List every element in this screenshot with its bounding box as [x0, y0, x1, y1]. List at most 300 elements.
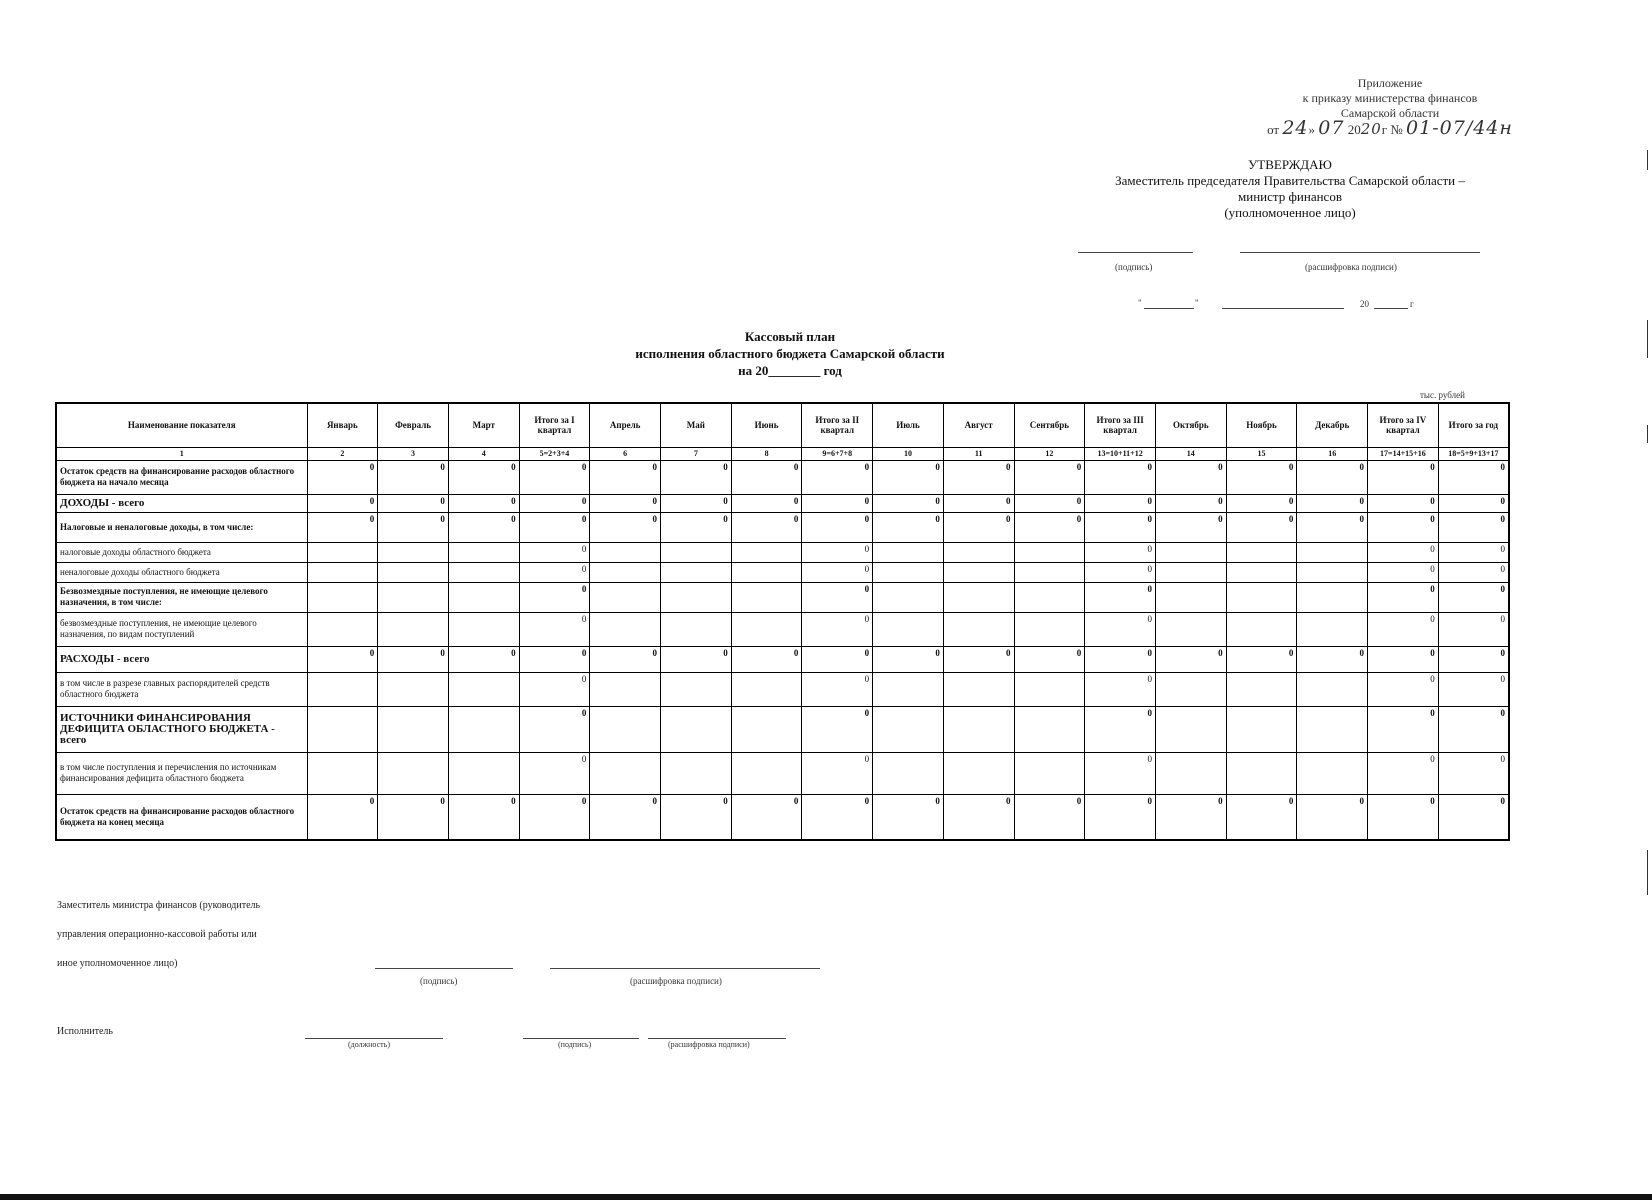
- executor-position-label: (должность): [348, 1040, 390, 1049]
- cell-value: 0: [1085, 672, 1156, 706]
- cell-value: [590, 582, 661, 612]
- approve-decode-line: [1240, 252, 1480, 253]
- cell-value: 0: [590, 512, 661, 542]
- header-col-10: Июль: [873, 403, 944, 447]
- footer-decode-label: (расшифровка подписи): [630, 976, 722, 986]
- cell-value: 0: [1085, 752, 1156, 794]
- cell-value: 0: [1368, 752, 1439, 794]
- cell-value: 0: [1438, 646, 1509, 672]
- cell-value: 0: [307, 494, 378, 512]
- cell-value: [1014, 582, 1085, 612]
- approve-sign-label: (подпись): [1115, 262, 1153, 272]
- cell-value: [590, 542, 661, 562]
- executor-decode-label: (расшифровка подписи): [668, 1040, 750, 1049]
- column-number: 1: [56, 447, 307, 460]
- cell-value: 0: [802, 542, 873, 562]
- cell-value: 0: [1226, 512, 1297, 542]
- cell-value: 0: [1155, 512, 1226, 542]
- cell-value: [590, 612, 661, 646]
- cell-value: 0: [1226, 494, 1297, 512]
- cell-value: [378, 612, 449, 646]
- header-col-18: Итого за год: [1438, 403, 1509, 447]
- scan-edge-mark: [1647, 425, 1648, 443]
- row-label: Остаток средств на финансирование расходов областного бюджета на начало месяца: [56, 460, 307, 494]
- header-col-4: Март: [448, 403, 519, 447]
- cell-value: 0: [448, 794, 519, 840]
- number-prefix: г №: [1381, 122, 1403, 137]
- cell-value: 0: [1297, 794, 1368, 840]
- cell-value: [943, 542, 1014, 562]
- header-col-17: Итого за IV квартал: [1368, 403, 1439, 447]
- column-number: 14: [1155, 447, 1226, 460]
- cell-value: [943, 562, 1014, 582]
- header-col-13: Итого за III квартал: [1085, 403, 1156, 447]
- cell-value: 0: [590, 460, 661, 494]
- cell-value: 0: [943, 512, 1014, 542]
- cell-value: [1155, 612, 1226, 646]
- cell-value: 0: [1438, 794, 1509, 840]
- cell-value: 0: [802, 582, 873, 612]
- cell-value: 0: [519, 706, 590, 752]
- footer-deputy-line-3: иное уполномоченное лицо): [57, 958, 178, 969]
- cell-value: [307, 752, 378, 794]
- cell-value: 0: [802, 672, 873, 706]
- cell-value: 0: [661, 794, 732, 840]
- table-row: [56, 794, 1509, 840]
- title-line-1: Кассовый план: [744, 329, 836, 344]
- cell-value: 0: [1226, 794, 1297, 840]
- cell-value: [378, 706, 449, 752]
- cell-value: 0: [873, 460, 944, 494]
- cell-value: 0: [519, 752, 590, 794]
- cell-value: [1014, 752, 1085, 794]
- cell-value: [448, 562, 519, 582]
- cell-value: 0: [943, 494, 1014, 512]
- cell-value: [1155, 752, 1226, 794]
- approve-line-2: министр финансов: [1238, 189, 1342, 204]
- cell-value: [1014, 542, 1085, 562]
- cell-value: 0: [1014, 460, 1085, 494]
- cell-value: 0: [1438, 672, 1509, 706]
- cell-value: 0: [1438, 706, 1509, 752]
- cell-value: 0: [1085, 512, 1156, 542]
- cell-value: 0: [307, 794, 378, 840]
- cell-value: 0: [1368, 542, 1439, 562]
- column-number: 4: [448, 447, 519, 460]
- column-number: 5=2+3+4: [519, 447, 590, 460]
- header-col-14: Октябрь: [1155, 403, 1226, 447]
- cell-value: [448, 582, 519, 612]
- cell-value: 0: [590, 646, 661, 672]
- header-col-9: Итого за II квартал: [802, 403, 873, 447]
- cell-value: [448, 752, 519, 794]
- cell-value: [307, 706, 378, 752]
- cell-value: [661, 582, 732, 612]
- cell-value: 0: [661, 494, 732, 512]
- approve-heading: УТВЕРЖДАЮ: [1248, 157, 1332, 172]
- title-line-3: на 20________ год: [738, 363, 842, 378]
- appendix-block: [1230, 76, 1550, 137]
- cell-value: 0: [873, 512, 944, 542]
- cell-value: 0: [1014, 494, 1085, 512]
- header-col-16: Декабрь: [1297, 403, 1368, 447]
- cell-value: [731, 542, 802, 562]
- column-number: 2: [307, 447, 378, 460]
- cell-value: 0: [1085, 646, 1156, 672]
- cell-value: [1297, 612, 1368, 646]
- cell-value: 0: [1085, 494, 1156, 512]
- column-number: 16: [1297, 447, 1368, 460]
- header-col-3: Февраль: [378, 403, 449, 447]
- cell-value: 0: [378, 512, 449, 542]
- table-row: [56, 672, 1509, 706]
- cell-value: 0: [1368, 582, 1439, 612]
- cell-value: 0: [1438, 752, 1509, 794]
- cell-value: 0: [1155, 460, 1226, 494]
- row-label: ДОХОДЫ - всего: [56, 494, 307, 512]
- cell-value: [873, 672, 944, 706]
- cell-value: 0: [1226, 646, 1297, 672]
- footer-executor: Исполнитель: [57, 1026, 113, 1037]
- cell-value: [1155, 542, 1226, 562]
- cell-value: 0: [661, 646, 732, 672]
- cell-value: 0: [519, 672, 590, 706]
- cell-value: [590, 672, 661, 706]
- cell-value: 0: [307, 646, 378, 672]
- header-col-15: Ноябрь: [1226, 403, 1297, 447]
- cell-value: [1226, 562, 1297, 582]
- cell-value: 0: [802, 562, 873, 582]
- handwritten-year: 20: [1360, 120, 1382, 138]
- cell-value: 0: [1368, 562, 1439, 582]
- cell-value: 0: [1155, 794, 1226, 840]
- header-col-7: Май: [661, 403, 732, 447]
- cell-value: [590, 752, 661, 794]
- cell-value: [1155, 582, 1226, 612]
- cell-value: 0: [519, 794, 590, 840]
- cell-value: 0: [1368, 794, 1439, 840]
- table-row: [56, 542, 1509, 562]
- cell-value: 0: [802, 612, 873, 646]
- cell-value: 0: [802, 794, 873, 840]
- cell-value: [873, 612, 944, 646]
- column-number: 7: [661, 447, 732, 460]
- cell-value: [1226, 752, 1297, 794]
- handwritten-day: 24: [1282, 117, 1309, 139]
- cell-value: 0: [1297, 512, 1368, 542]
- row-label: Налоговые и неналоговые доходы, в том числе:: [56, 512, 307, 542]
- cell-value: 0: [519, 494, 590, 512]
- appendix-line-3: Самарской области: [1340, 106, 1440, 120]
- cell-value: [943, 752, 1014, 794]
- cell-value: 0: [731, 512, 802, 542]
- cell-value: 0: [1438, 582, 1509, 612]
- cell-value: 0: [661, 512, 732, 542]
- cell-value: [943, 706, 1014, 752]
- cell-value: [307, 582, 378, 612]
- cell-value: [1297, 562, 1368, 582]
- cell-value: 0: [378, 460, 449, 494]
- units-label: тыс. рублей: [1420, 390, 1465, 400]
- cell-value: 0: [590, 794, 661, 840]
- handwritten-month: 07: [1318, 117, 1345, 139]
- cell-value: 0: [1438, 612, 1509, 646]
- cell-value: 0: [519, 460, 590, 494]
- row-label: Остаток средств на финансирование расходов областного бюджета на конец месяца: [56, 794, 307, 840]
- scan-bottom-edge: [0, 1194, 1652, 1200]
- cell-value: 0: [1155, 494, 1226, 512]
- cell-value: [1155, 672, 1226, 706]
- cell-value: [1226, 582, 1297, 612]
- cell-value: 0: [378, 646, 449, 672]
- cell-value: 0: [378, 494, 449, 512]
- approve-date-month-line: [1222, 308, 1344, 309]
- cell-value: 0: [802, 752, 873, 794]
- column-number: 13=10+11+12: [1085, 447, 1156, 460]
- cell-value: [378, 542, 449, 562]
- cell-value: [873, 562, 944, 582]
- cell-value: [1226, 706, 1297, 752]
- cell-value: 0: [519, 562, 590, 582]
- appendix-date-line: от 24» 07 2020г № 01-07/44н: [1267, 117, 1513, 139]
- cell-value: 0: [1085, 612, 1156, 646]
- cell-value: [661, 542, 732, 562]
- header-col-12: Сентябрь: [1014, 403, 1085, 447]
- approve-date-year-suffix: г: [1410, 299, 1414, 309]
- cell-value: 0: [1368, 460, 1439, 494]
- column-number: 10: [873, 447, 944, 460]
- cell-value: 0: [1085, 562, 1156, 582]
- date-prefix: от: [1267, 122, 1280, 137]
- cell-value: 0: [1085, 542, 1156, 562]
- cell-value: 0: [873, 646, 944, 672]
- cell-value: 0: [1368, 494, 1439, 512]
- cell-value: 0: [1438, 460, 1509, 494]
- table-row: [56, 752, 1509, 794]
- cell-value: 0: [661, 460, 732, 494]
- cell-value: [1297, 542, 1368, 562]
- cell-value: [731, 612, 802, 646]
- cell-value: [1014, 672, 1085, 706]
- cell-value: [731, 752, 802, 794]
- cell-value: [661, 562, 732, 582]
- cell-value: 0: [802, 706, 873, 752]
- row-label: в том числе в разрезе главных распорядителей средств областного бюджета: [56, 672, 307, 706]
- column-number: 15: [1226, 447, 1297, 460]
- cell-value: [307, 612, 378, 646]
- table-row: [56, 646, 1509, 672]
- footer-sign-label: (подпись): [420, 976, 458, 986]
- cell-value: 0: [943, 460, 1014, 494]
- cell-value: [448, 706, 519, 752]
- table-row: [56, 494, 1509, 512]
- cell-value: 0: [1085, 582, 1156, 612]
- scan-edge-mark: [1647, 150, 1648, 170]
- cell-value: [1297, 582, 1368, 612]
- approve-signature-line: [1078, 252, 1193, 253]
- cell-value: 0: [448, 460, 519, 494]
- row-label: в том числе поступления и перечисления по источникам финансирования дефицита областного бюджета: [56, 752, 307, 794]
- scan-edge-mark: [1647, 320, 1648, 358]
- cell-value: [661, 672, 732, 706]
- row-label: налоговые доходы областного бюджета: [56, 542, 307, 562]
- document-title: [590, 328, 990, 379]
- row-label: Безвозмездные поступления, не имеющие целевого назначения, в том числе:: [56, 582, 307, 612]
- cell-value: 0: [1297, 460, 1368, 494]
- cell-value: 0: [307, 460, 378, 494]
- approve-date-quote-open: ": [1138, 298, 1142, 308]
- cell-value: 0: [448, 494, 519, 512]
- cell-value: 0: [1085, 460, 1156, 494]
- cell-value: [661, 612, 732, 646]
- cell-value: 0: [1297, 494, 1368, 512]
- cell-value: [1297, 706, 1368, 752]
- cell-value: [1226, 542, 1297, 562]
- cell-value: 0: [590, 494, 661, 512]
- cell-value: 0: [1368, 512, 1439, 542]
- column-number: 17=14+15+16: [1368, 447, 1439, 460]
- cell-value: [1014, 562, 1085, 582]
- column-number: 3: [378, 447, 449, 460]
- header-col-2: Январь: [307, 403, 378, 447]
- cell-value: [1014, 612, 1085, 646]
- row-label: ИСТОЧНИКИ ФИНАНСИРОВАНИЯ ДЕФИЦИТА ОБЛАСТНОГО БЮДЖЕТА - всего: [56, 706, 307, 752]
- cell-value: [1226, 612, 1297, 646]
- cell-value: [1226, 672, 1297, 706]
- cell-value: 0: [519, 646, 590, 672]
- cell-value: 0: [1085, 706, 1156, 752]
- cell-value: 0: [731, 494, 802, 512]
- footer-deputy-line-1: Заместитель министра финансов (руководитель: [57, 900, 261, 911]
- cell-value: 0: [1297, 646, 1368, 672]
- cell-value: [873, 582, 944, 612]
- cell-value: [1297, 672, 1368, 706]
- cell-value: 0: [1438, 542, 1509, 562]
- cell-value: 0: [873, 494, 944, 512]
- cell-value: 0: [1014, 512, 1085, 542]
- cell-value: 0: [519, 512, 590, 542]
- cell-value: [448, 612, 519, 646]
- cell-value: [307, 542, 378, 562]
- header-indicator-name: Наименование показателя: [56, 403, 307, 447]
- approve-date-year-prefix: 20: [1360, 299, 1369, 309]
- column-number: 11: [943, 447, 1014, 460]
- table-header-row: [56, 403, 1509, 447]
- cell-value: [661, 706, 732, 752]
- table-row: [56, 612, 1509, 646]
- cell-value: [590, 562, 661, 582]
- appendix-line-2: к приказу министерства финансов: [1302, 91, 1478, 105]
- column-number: 8: [731, 447, 802, 460]
- cell-value: 0: [1368, 612, 1439, 646]
- handwritten-order-number: 01-07/44н: [1406, 117, 1513, 139]
- cell-value: [873, 706, 944, 752]
- table-row: [56, 562, 1509, 582]
- cell-value: [378, 562, 449, 582]
- cell-value: 0: [731, 460, 802, 494]
- approve-date-day-line: [1144, 308, 1194, 309]
- cell-value: 0: [802, 512, 873, 542]
- cell-value: 0: [1438, 562, 1509, 582]
- cell-value: 0: [448, 512, 519, 542]
- cell-value: 0: [1014, 646, 1085, 672]
- column-numbers-row: [56, 447, 1509, 460]
- cell-value: [590, 706, 661, 752]
- cell-value: [731, 672, 802, 706]
- cell-value: 0: [378, 794, 449, 840]
- cell-value: [307, 562, 378, 582]
- executor-sign-label: (подпись): [558, 1040, 592, 1049]
- cell-value: [943, 672, 1014, 706]
- cell-value: [943, 582, 1014, 612]
- table-row: [56, 706, 1509, 752]
- cell-value: 0: [448, 646, 519, 672]
- footer-decode-line: [550, 968, 820, 969]
- cell-value: [448, 672, 519, 706]
- approve-line-1: Заместитель председателя Правительства Самарской области –: [1115, 173, 1465, 188]
- cell-value: [731, 582, 802, 612]
- cell-value: [378, 672, 449, 706]
- cell-value: [731, 706, 802, 752]
- cash-plan-table: [55, 402, 1510, 841]
- table-row: [56, 582, 1509, 612]
- column-number: 12: [1014, 447, 1085, 460]
- scan-edge-mark: [1647, 850, 1648, 895]
- cell-value: [661, 752, 732, 794]
- column-number: 18=5+9+13+17: [1438, 447, 1509, 460]
- approval-block: [1080, 157, 1500, 221]
- cell-value: [873, 752, 944, 794]
- cell-value: [1297, 752, 1368, 794]
- title-line-2: исполнения областного бюджета Самарской области: [635, 346, 945, 361]
- cell-value: 0: [307, 512, 378, 542]
- column-number: 6: [590, 447, 661, 460]
- cell-value: [378, 752, 449, 794]
- cell-value: 0: [1085, 794, 1156, 840]
- cell-value: 0: [519, 582, 590, 612]
- footer-signature-line: [375, 968, 513, 969]
- table-row: [56, 460, 1509, 494]
- cell-value: 0: [1155, 646, 1226, 672]
- cell-value: [943, 612, 1014, 646]
- cell-value: 0: [519, 542, 590, 562]
- cell-value: 0: [1368, 646, 1439, 672]
- header-col-8: Июнь: [731, 403, 802, 447]
- cell-value: [873, 542, 944, 562]
- cell-value: 0: [731, 794, 802, 840]
- cell-value: 0: [802, 646, 873, 672]
- row-label: безвозмездные поступления, не имеющие целевого назначения, по видам поступлений: [56, 612, 307, 646]
- cell-value: 0: [1368, 706, 1439, 752]
- cell-value: 0: [1438, 512, 1509, 542]
- cell-value: 0: [943, 794, 1014, 840]
- cell-value: 0: [1438, 494, 1509, 512]
- column-number: 9=6+7+8: [802, 447, 873, 460]
- cell-value: [731, 562, 802, 582]
- cell-value: 0: [1226, 460, 1297, 494]
- approve-decode-label: (расшифровка подписи): [1305, 262, 1397, 272]
- executor-position-line: [305, 1038, 443, 1039]
- header-col-11: Август: [943, 403, 1014, 447]
- cell-value: 0: [802, 494, 873, 512]
- cell-value: 0: [1014, 794, 1085, 840]
- cell-value: [1155, 562, 1226, 582]
- executor-signature-line: [523, 1038, 639, 1039]
- cell-value: 0: [802, 460, 873, 494]
- executor-decode-line: [648, 1038, 786, 1039]
- row-label: неналоговые доходы областного бюджета: [56, 562, 307, 582]
- cell-value: [378, 582, 449, 612]
